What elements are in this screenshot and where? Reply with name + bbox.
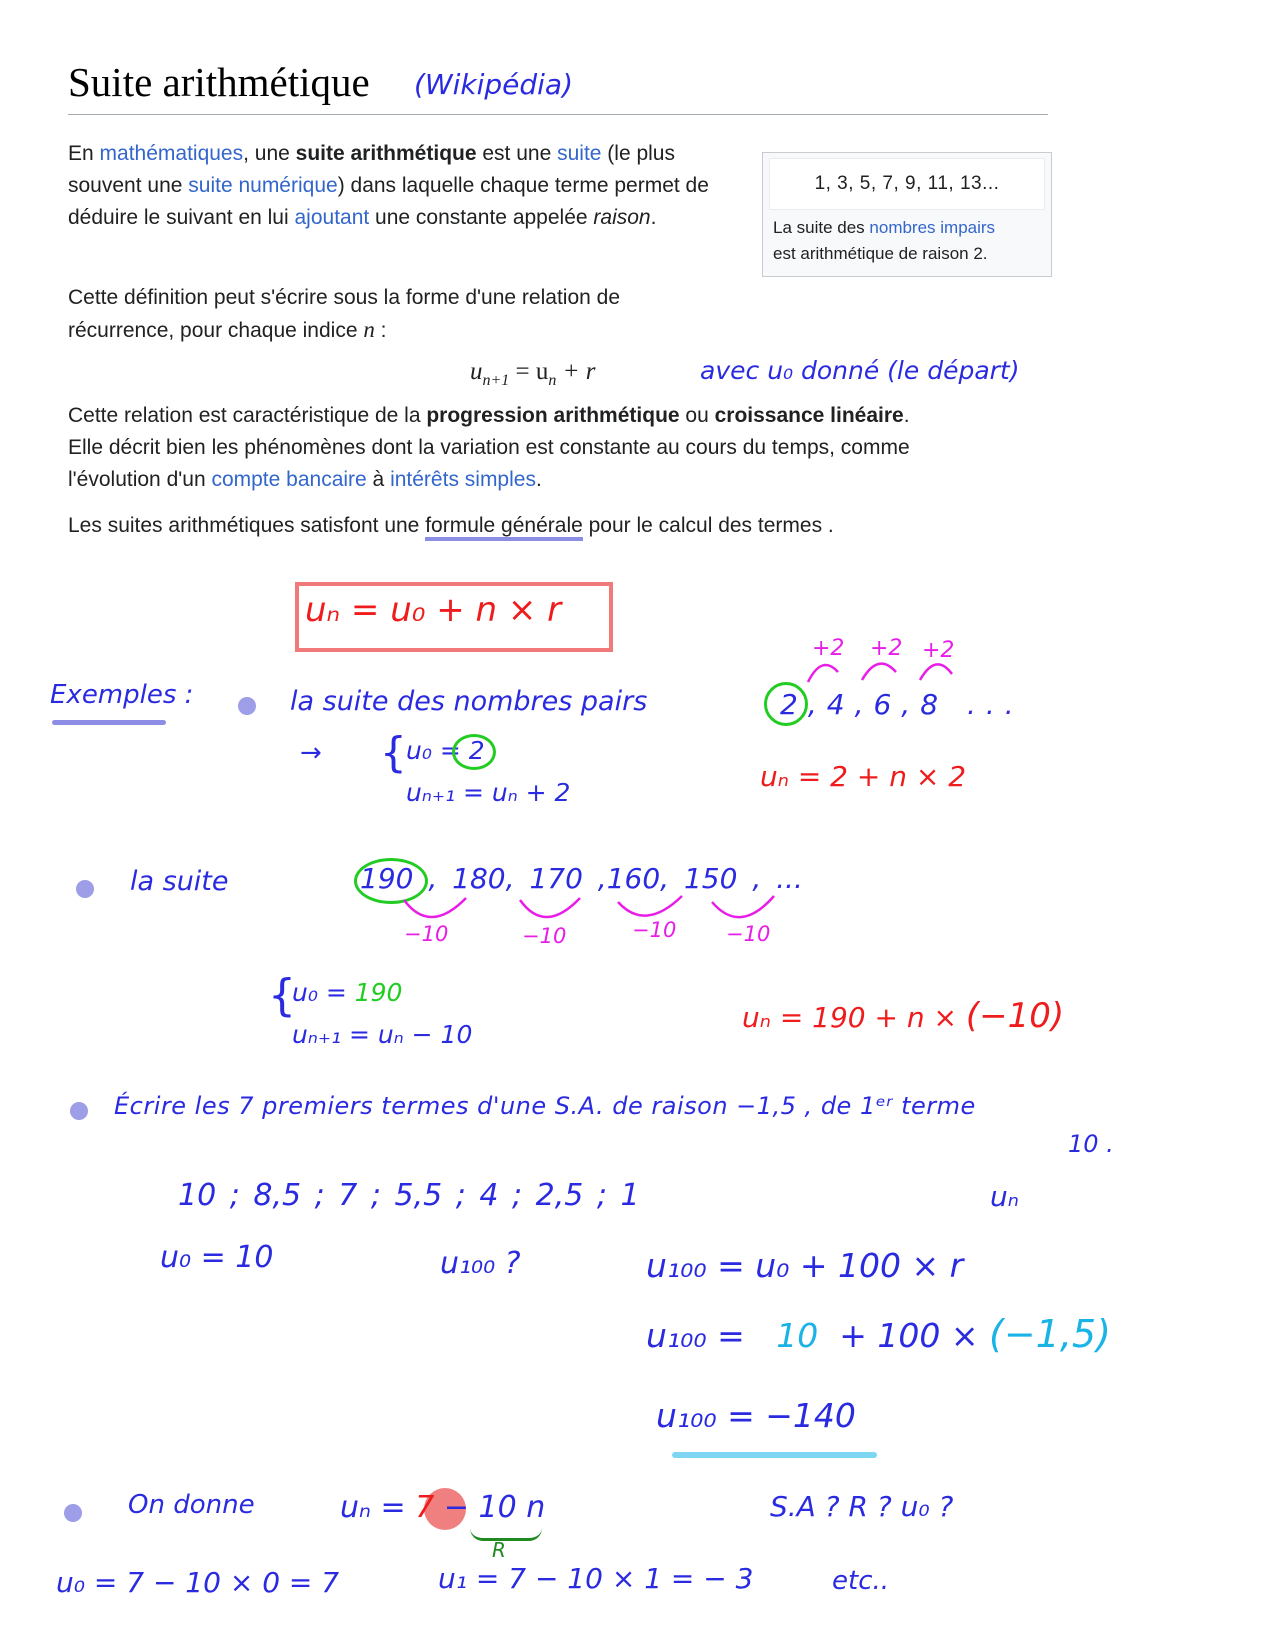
examples-label: Exemples : [50,680,194,710]
ex4-etc: etc.. [832,1566,890,1596]
link-ajoutant[interactable]: ajoutant [294,206,370,229]
infobox [762,152,1052,277]
ex1-step-1: +2 [812,636,845,661]
recurrence-formula: $u_{n+1} = u_n + r$ [470,358,596,389]
ex2-step-1: −10 [404,922,449,946]
ex2-sys1: u₀ = 190 [292,978,403,1007]
general-formula-paragraph: Les suites arithmétiques satisfont une formule générale pour le calcul des termes . [68,510,1058,542]
ex3-line1: u₁₀₀ = u₀ + 100 × r [646,1246,964,1285]
ex1-first-term-circle [764,682,808,726]
ex2-sequence: 190 , 180, 170 ,160, 150 , ... [360,862,803,895]
general-formula-handwritten: uₙ = u₀ + n × r [305,590,562,630]
ex2-first-term-circle [354,858,428,904]
ex2-label: la suite [130,866,229,897]
ex1-sys2: uₙ₊₁ = uₙ + 2 [406,778,571,807]
ex2-sys2: uₙ₊₁ = uₙ − 10 [292,1020,473,1049]
ex2-step-4: −10 [726,922,771,946]
ex3-terms: 10 ; 8,5 ; 7 ; 5,5 ; 4 ; 2,5 ; 1 [178,1178,640,1213]
intro-paragraph: En mathématiques, une suite arithmétique est une suite (le plus souvent une suite numérique) dans laquelle chaque terme permet de déduire le suivant en lui ajoutant une constante appelée raison. [68,142,709,229]
ex3-line3: u₁₀₀ = −140 [656,1396,856,1435]
link-nombres-impairs[interactable]: nombres impairs [869,218,996,237]
underlined-phrase: formule générale [425,514,583,541]
ex3-un: uₙ [990,1180,1019,1213]
link-mathematiques[interactable]: mathématiques [99,142,244,165]
ex2-arrow-4 [712,896,774,917]
ex1-label: la suite des nombres pairs [290,686,648,717]
link-compte-bancaire[interactable]: compte bancaire [211,468,367,491]
ex4-r-mark: R [492,1538,506,1562]
ex3-statement-end: 10 . [1068,1130,1114,1158]
ex2-step-3: −10 [632,918,677,942]
ex1-sequence: 2,4,6,8 ... [780,688,1024,721]
ex3-statement: Écrire les 7 premiers termes d'une S.A. de raison −1,5 , de 1ᵉʳ terme [114,1092,976,1120]
ex4-calc-u0: u₀ = 7 − 10 × 0 = 7 [56,1566,340,1599]
infobox-caption: La suite des nombres impairs est arithmétique de raison 2. [773,218,996,263]
page-title: Suite arithmétique [68,59,370,105]
ex1-u0-circle [452,734,496,770]
ex1-sys1: u₀ = 2 [406,736,485,765]
ex1-formula: uₙ = 2 + n × 2 [760,760,967,793]
ex3-question: u₁₀₀ ? [440,1246,521,1281]
link-suite[interactable]: suite [557,142,602,165]
ex2-arrow-3 [618,896,682,916]
link-suite-numerique[interactable]: suite numérique [188,174,338,197]
ex2-formula: uₙ = 190 + n × (−10) [742,996,1065,1036]
relation-paragraph: Cette relation est caractéristique de la progression arithmétique ou croissance linéaire. Elle décrit bien les phénomènes dont la variation est constante au cours du temps, comme l'évolution d'un compte bancaire à intérêts simples. [68,404,910,491]
bullet-4 [64,1504,82,1522]
ex2-step-2: −10 [522,924,567,948]
ex2-arrow-1 [404,898,466,917]
ex4-label: On donne [128,1490,255,1520]
ex1-step-2: +2 [870,636,903,661]
ex1-arrow-3 [920,664,952,680]
ex4-questions: S.A ? R ? u₀ ? [770,1490,954,1523]
bold-term: suite arithmétique [295,142,477,165]
ex3-u0: u₀ = 10 [160,1240,274,1275]
examples-underline [52,720,166,725]
title-divider [68,114,1048,115]
title-note: (Wikipédia) [414,68,574,101]
ex4-formula: uₙ = 7 − 10 n [340,1490,546,1525]
bullet-1 [238,697,256,715]
ex4-calc-u1: u₁ = 7 − 10 × 1 = − 3 [438,1562,754,1595]
ex4-brace-under [470,1528,542,1541]
ex1-arrow-1 [808,665,838,682]
ex3-line2: u₁₀₀ = 10 + 100 × (−1,5) [646,1312,1111,1356]
link-interets-simples[interactable]: intérêts simples [390,468,536,491]
bullet-3 [70,1102,88,1120]
definition-paragraph: Cette définition peut s'écrire sous la forme d'une relation de récurrence, pour chaque indice n : [68,286,620,342]
ex1-arrow: → [300,738,322,768]
ex1-arrow-2 [862,664,896,680]
ex2-arrow-2 [520,898,580,917]
ex1-step-3: +2 [922,638,955,663]
bullet-2 [76,880,94,898]
infobox-sequence: 1, 3, 5, 7, 9, 11, 13... [769,158,1045,210]
ex3-result-underline [672,1452,877,1458]
ex2-brace: { [268,970,296,1021]
formula-note: avec u₀ donné (le départ) [700,356,1020,385]
ex1-brace: { [380,728,407,777]
